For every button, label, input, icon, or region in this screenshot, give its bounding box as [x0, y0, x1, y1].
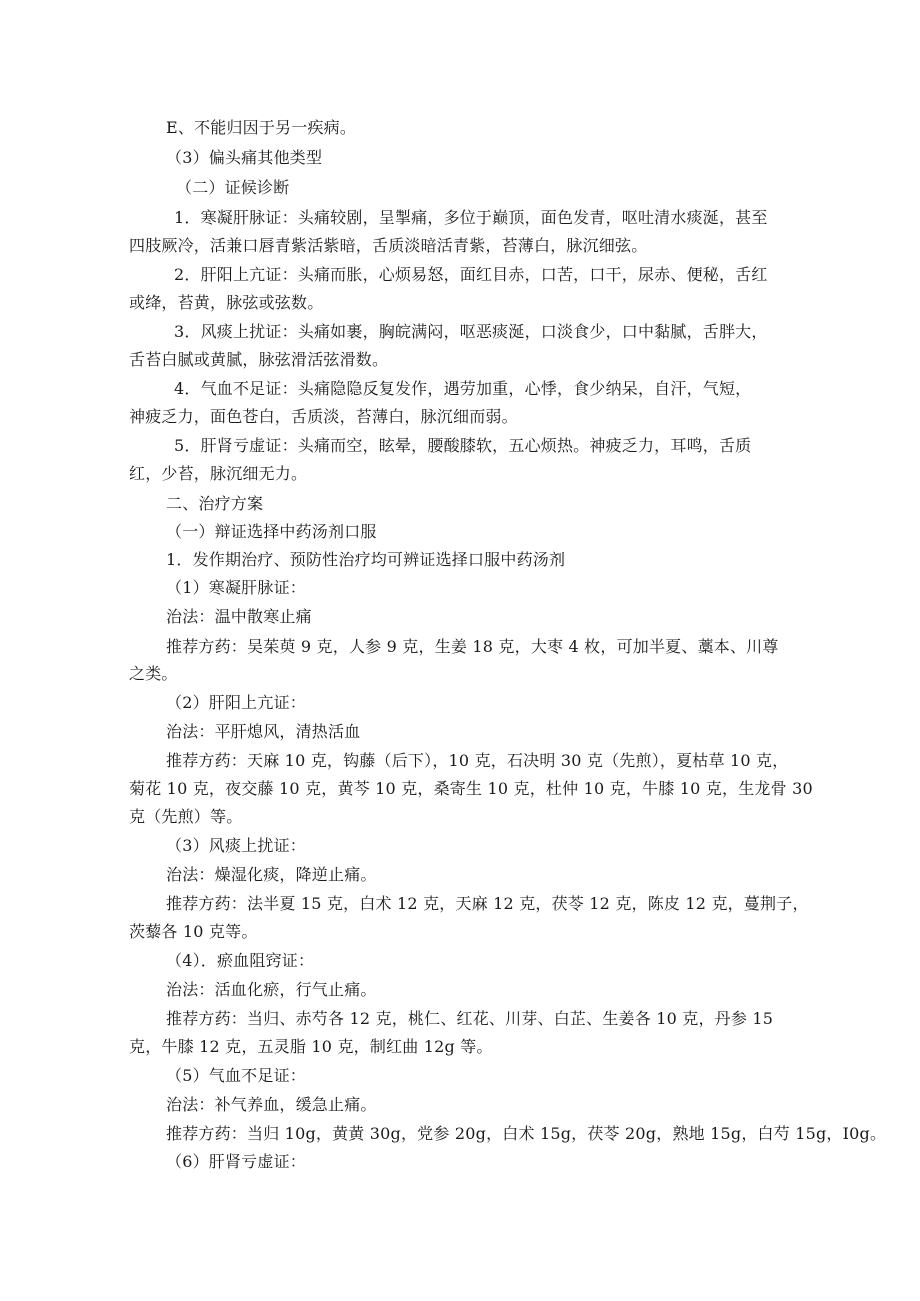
text-line: 治法：温中散寒止痛: [166, 607, 312, 626]
text-line: 推荐方药：当归、赤芍各 12 克，桃仁、红花、川芽、白芷、生姜各 10 克，丹参 15: [166, 1009, 774, 1028]
text-line: 推荐方药：当归 10g，黄黄 30g，党参 20g，白术 15g，茯苓 20g，熟地 15g，白芍 15g，I0g。: [166, 1124, 887, 1143]
text-line: 舌苔白腻或黄腻，脉弦滑活弦滑数。: [129, 350, 389, 369]
subsection-heading: （3）风痰上扰证：: [166, 836, 306, 855]
subsection-heading: （4）．瘀血阻窍证：: [166, 951, 315, 970]
text-line: 茨藜各 10 克等。: [129, 922, 258, 941]
section-heading: 二、治疗方案: [166, 494, 264, 513]
text-line: 治法：平肝熄风，清热活血: [166, 722, 361, 741]
text-line: 推荐方药：天麻 10 克，钩藤（后下），10 克，石决明 30 克（先煎），夏枯草 10 克，: [166, 751, 789, 770]
text-line: 克（先煎）等。: [129, 807, 243, 826]
text-line: 红，少苔，脉沉细无力。: [129, 464, 308, 483]
subsection-heading: （1）寒凝肝脉证：: [166, 578, 306, 597]
text-line: 或绛，苔黄，脉弦或弦数。: [129, 293, 324, 312]
text-line: 菊花 10 克，夜交藤 10 克，黄芩 10 克，桑寄生 10 克，杜仲 10 克，牛膝 10 克，生龙骨 30: [129, 779, 813, 798]
text-line: E、不能归因于另一疾病。: [166, 118, 357, 137]
text-line: 推荐方药：吴茱萸 9 克，人参 9 克，生姜 18 克，大枣 4 枚，可加半夏、藁本、川尊: [166, 637, 779, 656]
text-line: 之类。: [129, 664, 178, 683]
text-line: 神疲乏力，面色苍白，舌质淡，苔薄白，脉沉细而弱。: [129, 407, 518, 426]
text-line: 治法：燥湿化痰，降逆止痛。: [166, 865, 377, 884]
text-line: 4．气血不足证：头痛隐隐反复发作，遇劳加重，心悸，食少纳呆，自汗，气短，: [174, 379, 752, 398]
text-line: 治法：活血化瘀，行气止痛。: [166, 980, 377, 999]
subsection-heading: （5）气血不足证：: [166, 1066, 306, 1085]
section-heading: （一）辩证选择中药汤剂口服: [166, 522, 377, 541]
text-line: 治法：补气养血，缓急止痛。: [166, 1095, 377, 1114]
text-line: 推荐方药：法半夏 15 克，白术 12 克，天麻 12 克，茯苓 12 克，陈皮 12 克，蔓荆子，: [166, 894, 809, 913]
text-line: 四肢厥冷，活兼口唇青紫活紫暗，舌质淡暗活青紫，苔薄白，脉沉细弦。: [129, 236, 648, 255]
text-line: 2．肝阳上亢证：头痛而胀，心烦易怒，面红目赤，口苦，口干，尿赤、便秘，舌红: [174, 265, 768, 284]
text-line: 1．发作期治疗、预防性治疗均可辨证选择口服中药汤剂: [166, 550, 566, 569]
section-heading: （二）证候诊断: [176, 178, 290, 197]
section-heading: （3）偏头痛其他类型: [166, 148, 323, 167]
text-line: 3．风痰上扰证：头痛如裹，胸皖满闷，呕恶痰涎，口淡食少，口中黏腻，舌胖大，: [174, 322, 768, 341]
text-line: 克，牛膝 12 克，五灵脂 10 克，制红曲 12g 等。: [129, 1037, 493, 1056]
text-line: 1．寒凝肝脉证：头痛较剧，呈掣痛，多位于巅顶，面色发青，呕吐清水痰涎，甚至: [174, 208, 768, 227]
subsection-heading: （6）肝肾亏虚证：: [166, 1152, 306, 1171]
text-line: 5．肝肾亏虚证：头痛而空，眩晕，腰酸膝软，五心烦热。神疲乏力，耳鸣，舌质: [174, 436, 752, 455]
subsection-heading: （2）肝阳上亢证：: [166, 693, 306, 712]
